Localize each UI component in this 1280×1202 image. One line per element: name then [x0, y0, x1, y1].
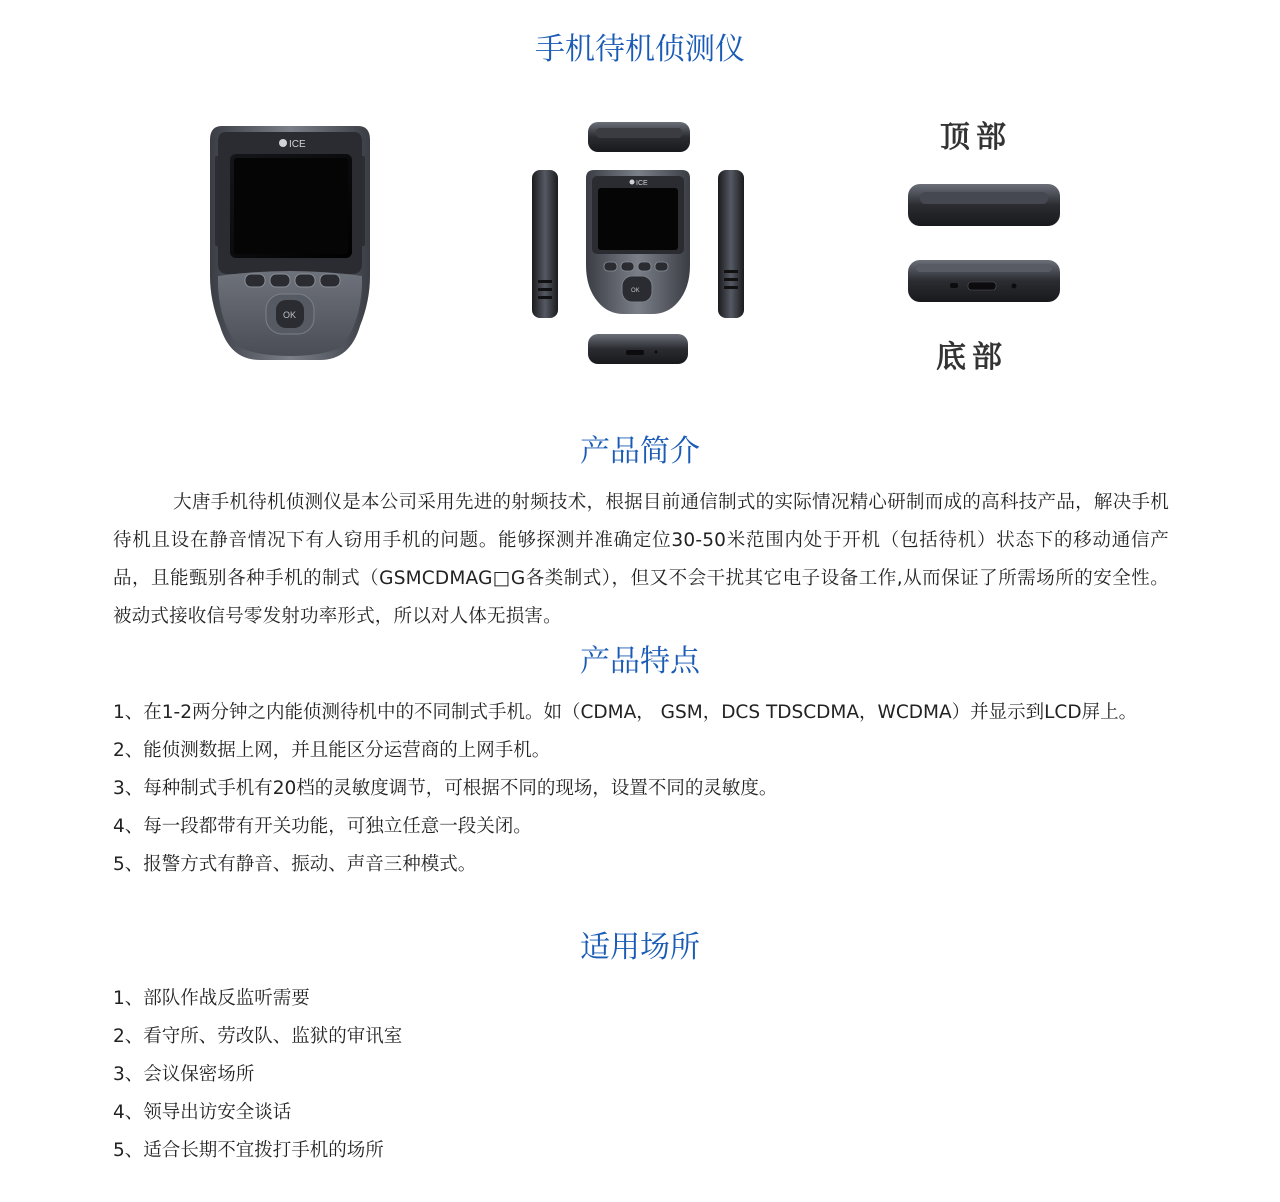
list-item: 3、会议保密场所 [113, 1064, 255, 1085]
intro-text: 大唐手机待机侦测仪是本公司采用先进的射频技术，根据目前通信制式的实际情况精心研制而成的高科技产品，解决手机待机且设在静音情况下有人窃用手机的问题。能够探测并准确定位30-50米范围内处于开机（包括待机）状态下的移动通信产品，且能甄别各种手机的制式（GSMCDMAG□G各类制式），但又不会干扰其它电子设备工作,从而保证了所需场所的安全性。被动式接收信号零发射功率形式，所以对人体无损害。 [113, 492, 1169, 627]
intro-heading: 产品简介 [580, 434, 700, 469]
top-view-label: 顶部 [940, 120, 1012, 155]
svg-text:ICE: ICE [289, 139, 306, 150]
list-item: 4、领导出访安全谈话 [113, 1102, 292, 1123]
device-top-view-image [906, 182, 1062, 228]
list-item: 3、每种制式手机有20档的灵敏度调节，可根据不同的现场，设置不同的灵敏度。 [113, 778, 778, 799]
ok-label: OK [283, 310, 297, 320]
list-item: 2、看守所、劳改队、监狱的审讯室 [113, 1026, 403, 1047]
svg-text:OK: OK [631, 288, 640, 294]
list-item: 1、在1-2两分钟之内能侦测待机中的不同制式手机。如（CDMA， GSM，DCS TDSCDMA，WCDMA）并显示到LCD屏上。 [113, 702, 1138, 723]
list-item: 2、能侦测数据上网，并且能区分运营商的上网手机。 [113, 740, 551, 761]
device-front-image [210, 126, 370, 360]
list-item: 1、部队作战反监听需要 [113, 988, 310, 1009]
list-item: 4、每一段都带有开关功能，可独立任意一段关闭。 [113, 816, 532, 837]
device-bottom-view-image [906, 258, 1062, 304]
places-heading: 适用场所 [580, 930, 700, 965]
places-list [113, 980, 1173, 1170]
features-heading: 产品特点 [580, 644, 700, 679]
page-title: 手机待机侦测仪 [535, 32, 745, 67]
bottom-view-label: 底部 [936, 340, 1008, 375]
list-item: 5、适合长期不宜拨打手机的场所 [113, 1140, 384, 1161]
device-multiview-image [528, 120, 748, 366]
features-list [113, 694, 1173, 884]
list-item: 5、报警方式有静音、振动、声音三种模式。 [113, 854, 477, 875]
svg-text:ICE: ICE [636, 180, 648, 187]
intro-paragraph [113, 484, 1169, 636]
